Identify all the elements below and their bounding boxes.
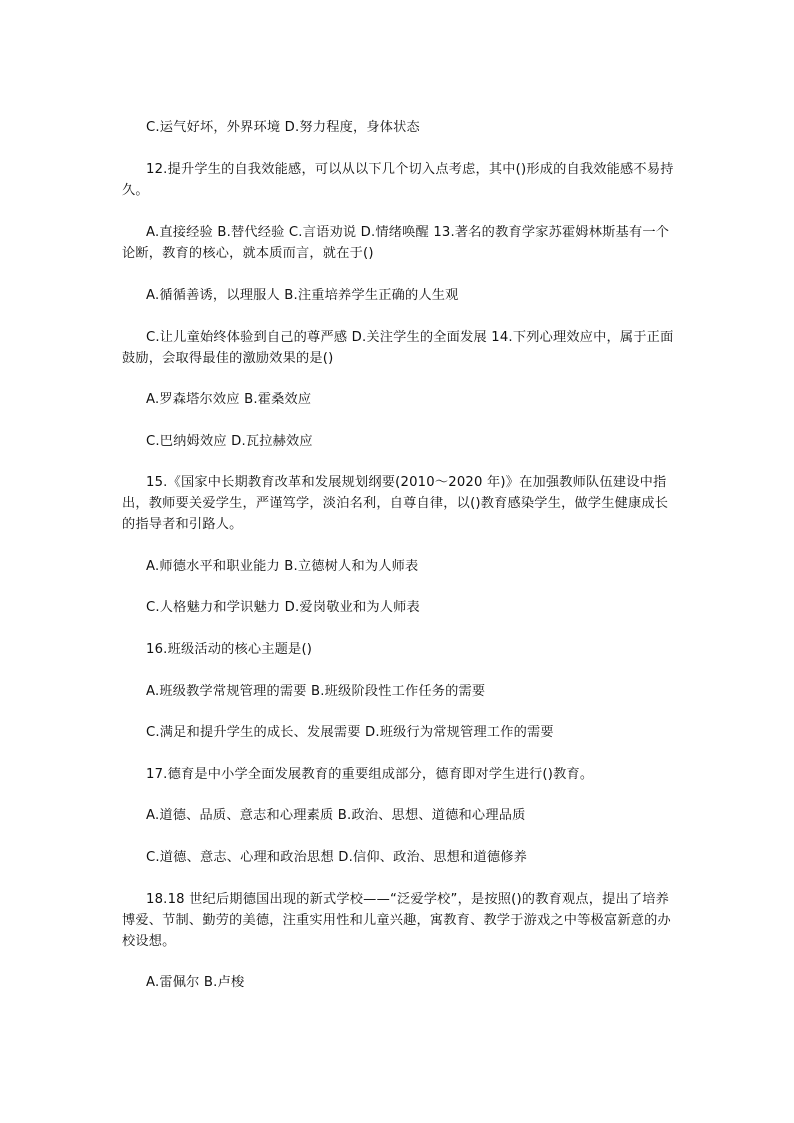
option-line-q14-ab: A.罗森塔尔效应 B.霍桑效应 [146,392,312,407]
option-line-q16-ab: A.班级教学常规管理的需要 B.班级阶段性工作任务的需要 [146,684,486,699]
option-line-q14-cd: C.巴纳姆效应 D.瓦拉赫效应 [146,434,313,449]
options-q12-question-13: A.直接经验 B.替代经验 C.言语劝说 D.情绪唤醒 13.著名的教育学家苏霍姆林斯基有一个论断，教育的核心，就本质而言，就在于() [122,225,670,261]
question-16: 16.班级活动的核心主题是() [146,642,313,657]
option-line-q17-cd: C.道德、意志、心理和政治思想 D.信仰、政治、思想和道德修养 [146,850,528,865]
option-line-q17-ab: A.道德、品质、意志和心理素质 B.政治、思想、道德和心理品质 [146,808,526,823]
option-q13-cd-question-14: C.让儿童始终体验到自己的尊严感 D.关注学生的全面发展 14.下列心理效应中，属于正面鼓励，会取得最佳的激励效果的是() [122,330,674,366]
option-line-q15-ab: A.师德水平和职业能力 B.立德树人和为人师表 [146,559,419,574]
option-line-q16-cd: C.满足和提升学生的成长、发展需要 D.班级行为常规管理工作的需要 [146,725,554,740]
question-15: 15.《国家中长期教育改革和发展规划纲要(2010～2020 年)》在加强教师队伍建设中指出，教师要关爱学生，严谨笃学，淡泊名利，自尊自律，以()教育感染学生，做学生健康成长的指导者和引路人。 [122,475,669,532]
option-line-q13-ab: A.循循善诱，以理服人 B.注重培养学生正确的人生观 [146,288,459,303]
option-line-q11-cd: C.运气好坏，外界环境 D.努力程度，身体状态 [146,120,420,135]
option-line-q18-ab: A.雷佩尔 B.卢梭 [146,975,245,990]
option-line-q15-cd: C.人格魅力和学识魅力 D.爱岗敬业和为人师表 [146,600,420,615]
question-18: 18.18 世纪后期德国出现的新式学校——“泛爱学校”，是按照()的教育观点，提出了培养博爱、节制、勤劳的美德，注重实用性和儿童兴趣，寓教育、教学于游戏之中等极富新意的办校设想。 [122,892,671,949]
question-12: 12.提升学生的自我效能感，可以从以下几个切入点考虑，其中()形成的自我效能感不易持久。 [122,162,674,198]
question-17: 17.德育是中小学全面发展教育的重要组成部分，德育即对学生进行()教育。 [146,767,594,782]
